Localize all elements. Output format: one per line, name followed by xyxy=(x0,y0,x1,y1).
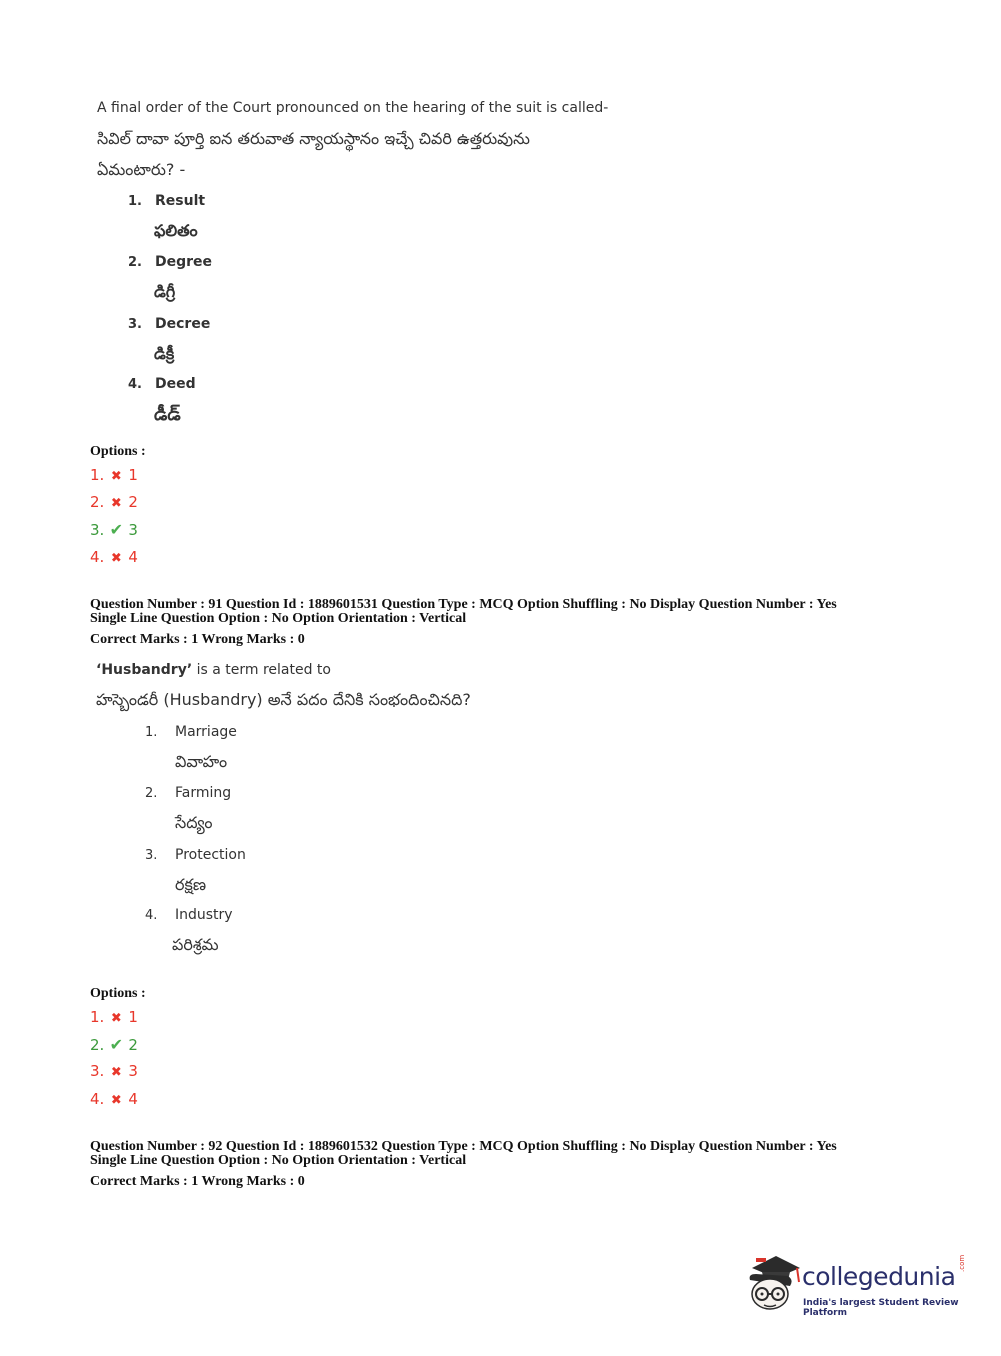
logo-suffix: .com xyxy=(958,1254,966,1272)
choice-text-en: Farming xyxy=(175,785,232,801)
check-icon: ✔ xyxy=(109,1035,124,1054)
answer-option-row xyxy=(90,548,138,566)
answer-option-number: 2. xyxy=(90,493,105,511)
choice-number: 4. xyxy=(145,908,158,923)
answer-option-value: 3 xyxy=(128,521,138,539)
check-icon: ✔ xyxy=(109,520,124,539)
logo-tagline: India's largest Student Review Platform xyxy=(803,1298,959,1318)
question-text-en-rest: is a term related to xyxy=(192,662,331,678)
choice-text-te: ఫలితం xyxy=(154,221,198,240)
question-marks: Correct Marks : 1 Wrong Marks : 0 xyxy=(90,632,305,647)
question-term: ‘Husbandry’ xyxy=(96,662,193,678)
cross-icon: ✖ xyxy=(110,1065,122,1080)
answer-option-number: 2. xyxy=(90,1036,105,1054)
answer-option-number: 3. xyxy=(90,521,105,539)
mascot-icon xyxy=(742,1250,804,1316)
question-text-te: సివిల్ దావా పూర్తి ఐన తరువాత న్యాయస్థానం ఇచ్చే చివరి ఉత్తరువును xyxy=(97,129,530,148)
choice-text-te: వివాహం xyxy=(175,752,228,771)
answer-option-row xyxy=(90,493,138,511)
options-label: Options : xyxy=(90,444,146,459)
question-text-te: హస్బెండరీ (Husbandry) అనే పదం దేనికి సంభందించినది? xyxy=(96,690,471,709)
choice-number: 1. xyxy=(128,194,142,209)
choice-number: 3. xyxy=(128,317,142,332)
choice-number: 3. xyxy=(145,848,158,863)
answer-option-number: 4. xyxy=(90,548,105,566)
cross-icon: ✖ xyxy=(110,469,122,484)
cross-icon: ✖ xyxy=(110,496,122,511)
choice-number: 1. xyxy=(145,725,158,740)
answer-option-value: 1 xyxy=(128,466,138,484)
choice-text-te: రక్షణ xyxy=(175,875,207,894)
choice-text-te: డీడ్ xyxy=(154,404,181,425)
answer-option-row xyxy=(90,1008,138,1026)
answer-option-value: 4 xyxy=(128,548,138,566)
answer-option-value: 3 xyxy=(128,1062,138,1080)
options-label: Options : xyxy=(90,986,146,1001)
choice-number: 2. xyxy=(145,786,158,801)
answer-option-number: 1. xyxy=(90,466,105,484)
choice-text-en: Decree xyxy=(155,316,211,332)
collegedunia-logo[interactable] xyxy=(742,1250,972,1320)
answer-option-number: 3. xyxy=(90,1062,105,1080)
question-meta-line1: Question Number : 92 Question Id : 1889601532 Question Type : MCQ Option Shuffling : No Display Question Number : Yes xyxy=(90,1139,837,1154)
choice-text-te: సేద్యం xyxy=(175,813,213,832)
choice-text-en: Deed xyxy=(155,376,196,392)
answer-option-row xyxy=(90,1062,138,1080)
choice-text-en: Degree xyxy=(155,254,213,270)
answer-option-row xyxy=(90,466,138,484)
choice-text-te: డిక్రీ xyxy=(154,344,175,363)
choice-text-en: Protection xyxy=(175,847,246,863)
choice-text-te: పరిశ్రమ xyxy=(172,935,219,954)
choice-text-en: Result xyxy=(155,193,206,209)
question-marks: Correct Marks : 1 Wrong Marks : 0 xyxy=(90,1174,305,1189)
answer-option-number: 1. xyxy=(90,1008,105,1026)
answer-option-number: 4. xyxy=(90,1090,105,1108)
cross-icon: ✖ xyxy=(110,1011,122,1026)
answer-option-value: 2 xyxy=(128,1036,138,1054)
cross-icon: ✖ xyxy=(110,551,122,566)
question-meta-line1: Question Number : 91 Question Id : 1889601531 Question Type : MCQ Option Shuffling : No Display Question Number : Yes xyxy=(90,597,837,612)
question-text-en: A final order of the Court pronounced on the hearing of the suit is called- xyxy=(97,100,609,116)
answer-option-value: 2 xyxy=(128,493,138,511)
question-meta-line2: Single Line Question Option : No Option Orientation : Vertical xyxy=(90,611,467,626)
answer-option-row xyxy=(90,520,138,539)
question-text-te-line2: ఏమంటారు? - xyxy=(97,160,186,179)
choice-text-te: డిగ్రీ xyxy=(154,282,176,301)
choice-text-en: Industry xyxy=(175,907,233,923)
answer-option-row xyxy=(90,1090,138,1108)
answer-option-row xyxy=(90,1035,138,1054)
choice-text-en: Marriage xyxy=(175,724,237,740)
cross-icon: ✖ xyxy=(110,1093,122,1108)
answer-option-value: 1 xyxy=(128,1008,138,1026)
question-text-en xyxy=(96,662,331,678)
answer-option-value: 4 xyxy=(128,1090,138,1108)
logo-name: collegedunia xyxy=(802,1262,956,1291)
choice-number: 4. xyxy=(128,377,142,392)
choice-number: 2. xyxy=(128,255,142,270)
question-meta-line2: Single Line Question Option : No Option Orientation : Vertical xyxy=(90,1153,467,1168)
